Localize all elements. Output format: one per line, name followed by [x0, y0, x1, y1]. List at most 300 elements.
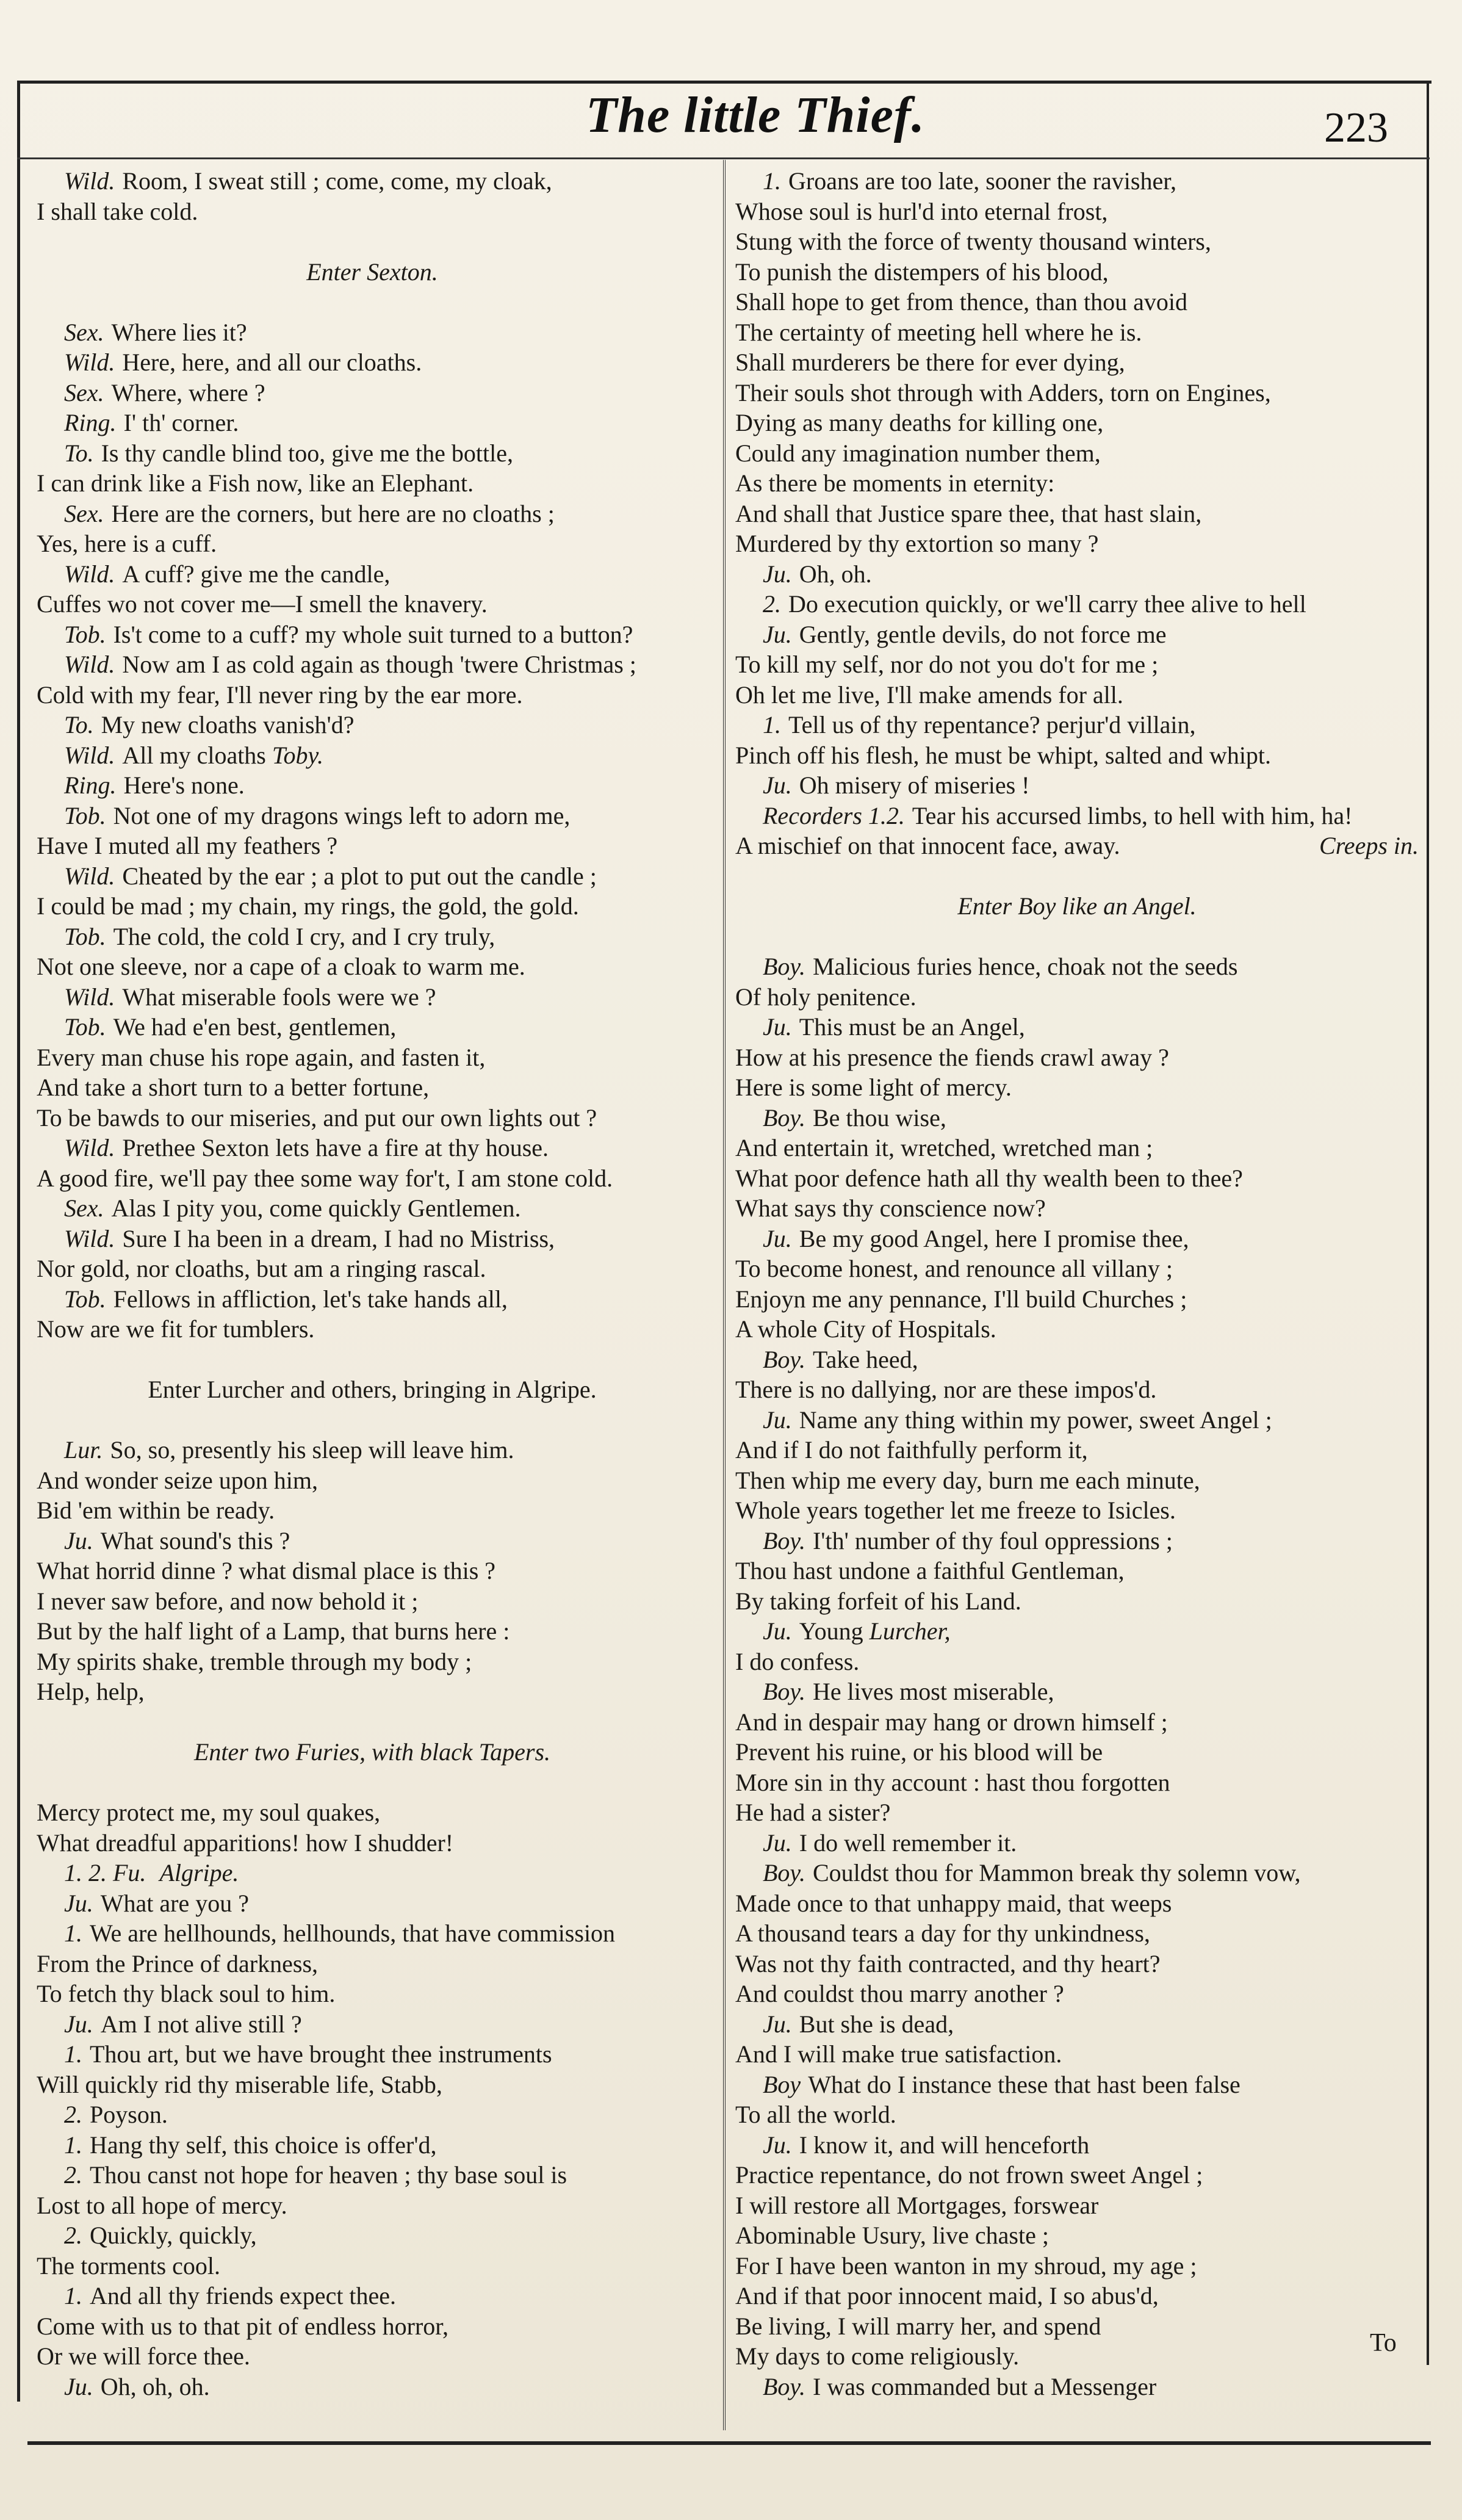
line-text: Mercy protect me, my soul quakes, — [37, 1799, 381, 1826]
line-text: Here are the corners, but here are no cloaths ; — [111, 499, 555, 527]
verse-line — [735, 257, 1419, 287]
line-text: Couldst thou for Mammon break thy solemn vow, — [812, 1859, 1301, 1886]
verse-line — [37, 1254, 708, 1284]
stage-direction-right: Creeps in. — [1319, 832, 1419, 859]
verse-line — [37, 2009, 708, 2040]
verse-line — [37, 2341, 708, 2372]
verse-line — [37, 922, 708, 952]
speaker-prefix: Ju. — [763, 771, 792, 799]
verse-line — [37, 1888, 708, 1919]
verse-line — [37, 1858, 708, 1888]
line-text: Dying as many deaths for killing one, — [735, 409, 1104, 436]
line-text: The torments cool. — [37, 2251, 221, 2280]
verse-line — [735, 438, 1419, 469]
verse-line — [37, 1072, 708, 1103]
verse-line — [735, 1345, 1419, 1375]
speaker-prefix: Boy. — [763, 1103, 805, 1132]
line-text: What dreadful apparitions! how I shudder! — [37, 1829, 454, 1857]
line-text: Thou art, but we have brought thee instruments — [90, 2040, 552, 2068]
speaker-prefix: Ju. — [763, 1013, 792, 1041]
line-text: This must be an Angel, — [799, 1013, 1025, 1041]
speaker-prefix: Ju. — [64, 2010, 93, 2038]
line-text: Be thou wise, — [812, 1103, 946, 1132]
verse-line — [37, 1284, 708, 1315]
verse-line — [37, 1556, 708, 1586]
verse-line — [735, 1737, 1419, 1767]
speaker-prefix: 1. — [64, 2040, 82, 2068]
line-text: Was not thy faith contracted, and thy heart? — [735, 1949, 1161, 1977]
verse-line — [735, 1949, 1419, 1979]
verse-line — [735, 1526, 1419, 1556]
line-text: How at his presence the fiends crawl away ? — [735, 1043, 1169, 1071]
line-text: Thou hast undone a faithful Gentleman, — [735, 1557, 1125, 1584]
verse-line — [37, 2251, 708, 2281]
speaker-prefix: To. — [64, 711, 94, 738]
line-text: I' th' corner. — [123, 409, 239, 436]
line-text: Every man chuse his rope again, and fasten it, — [37, 1043, 486, 1071]
verse-line — [735, 1254, 1419, 1284]
verse-line — [37, 2070, 708, 2100]
verse-line — [37, 770, 708, 801]
line-text: From the Prince of darkness, — [37, 1949, 319, 1977]
verse-line — [37, 1193, 708, 1224]
line-text: My days to come religiously. — [735, 2342, 1020, 2370]
line-text: The certainty of meeting hell where he is. — [735, 318, 1142, 346]
line-text: What are you ? — [100, 1889, 249, 1917]
line-text: Quickly, quickly, — [90, 2222, 257, 2249]
verse-line — [37, 710, 708, 740]
verse-line — [37, 559, 708, 590]
verse-line — [735, 619, 1419, 650]
verse-line — [735, 408, 1419, 438]
speaker-prefix: Lur. — [64, 1436, 103, 1464]
speaker-prefix: 2. — [64, 2161, 82, 2189]
line-text: I do confess. — [735, 1647, 860, 1675]
verse-line — [735, 2372, 1419, 2402]
line-text: Help, help, — [37, 1678, 145, 1705]
speaker-prefix: To. — [64, 439, 94, 467]
line-text: And in despair may hang or drown himself ; — [735, 1708, 1168, 1736]
line-text: What poor defence hath all thy wealth been to thee? — [735, 1164, 1243, 1192]
speaker-prefix: Sex. — [64, 1194, 104, 1222]
verse-line — [735, 589, 1419, 619]
verse-line — [735, 1677, 1419, 1707]
line-text: Where, where ? — [111, 378, 265, 406]
verse-line — [37, 951, 708, 982]
blank-line — [37, 1405, 708, 1435]
line-text: Sure I ha been in a dream, I had no Mistriss, — [122, 1224, 555, 1252]
verse-line — [37, 619, 708, 650]
verse-line — [37, 1949, 708, 1979]
catchword: To — [1370, 2329, 1397, 2357]
line-text: Made once to that unhappy maid, that weeps — [735, 1889, 1172, 1917]
speaker-prefix: Wild. — [64, 1134, 115, 1161]
line-text: Here's none. — [123, 771, 245, 799]
line-text: Shall murderers be there for ever dying, — [735, 348, 1125, 376]
line-text: I never saw before, and now behold it ; — [37, 1587, 419, 1615]
speaker-prefix: Ju. — [763, 2010, 792, 2038]
speaker-prefix: Ju. — [763, 1224, 792, 1252]
line-text: I know it, and will henceforth — [799, 2131, 1090, 2159]
verse-line — [735, 1374, 1419, 1405]
verse-line — [37, 1495, 708, 1526]
verse-line — [735, 2251, 1419, 2281]
line-text: Will quickly rid thy miserable life, Stabb, — [37, 2070, 442, 2098]
verse-line — [735, 2160, 1419, 2190]
line-text: Now are we fit for tumblers. — [37, 1315, 315, 1343]
verse-line — [735, 1072, 1419, 1103]
verse-line — [37, 1314, 708, 1345]
verse-line — [37, 831, 708, 861]
speaker-prefix: Wild. — [64, 862, 115, 890]
line-text: Could any imagination number them, — [735, 439, 1101, 467]
line-text: Thou canst not hope for heaven ; thy base soul is — [90, 2161, 567, 2189]
line-text: And all thy friends expect thee. — [90, 2282, 397, 2309]
blank-line — [37, 1707, 708, 1738]
speaker-prefix: Boy. — [763, 1526, 805, 1554]
verse-line — [37, 197, 708, 227]
stage-direction-text: Enter two Furies, with black Tapers. — [193, 1738, 551, 1766]
speaker-prefix: 2. — [763, 590, 781, 618]
speaker-prefix: Wild. — [64, 651, 115, 678]
line-text: Of holy penitence. — [735, 983, 916, 1011]
verse-line — [735, 801, 1419, 831]
line-text: And couldst thou marry another ? — [735, 1980, 1064, 2007]
verse-line — [37, 801, 708, 831]
line-text: Oh, oh. — [799, 560, 872, 588]
line-text: All my cloaths — [122, 741, 266, 769]
right-rule — [1427, 82, 1429, 2365]
blank-line — [735, 922, 1419, 952]
verse-line — [37, 740, 708, 771]
verse-line — [735, 1224, 1419, 1254]
line-text: For I have been wanton in my shroud, my age ; — [735, 2251, 1197, 2280]
speaker-prefix: Ju. — [763, 1406, 792, 1434]
column-divider — [723, 160, 726, 2430]
verse-line — [37, 1224, 708, 1254]
line-text: Fellows in affliction, let's take hands all, — [113, 1285, 508, 1313]
speaker-prefix: Boy. — [763, 1678, 805, 1705]
verse-line — [37, 1465, 708, 1496]
line-text: To all the world. — [735, 2101, 896, 2128]
verse-line — [37, 499, 708, 529]
speaker-prefix: Tob. — [64, 1013, 106, 1041]
stage-direction-text: Enter Sexton. — [306, 258, 438, 286]
verse-line — [37, 1828, 708, 1858]
verse-line — [735, 1103, 1419, 1133]
italic-name: Lurcher, — [869, 1617, 951, 1645]
verse-line — [735, 1163, 1419, 1194]
line-text: My spirits shake, tremble through my body ; — [37, 1647, 472, 1675]
speaker-prefix: Ju. — [64, 2372, 93, 2400]
verse-line — [37, 2281, 708, 2311]
verse-line — [37, 2311, 708, 2342]
verse-line — [735, 2311, 1419, 2342]
speaker-prefix: 1. — [64, 2282, 82, 2309]
verse-line — [735, 468, 1419, 499]
verse-line — [735, 1465, 1419, 1496]
verse-line — [37, 680, 708, 710]
verse-line — [37, 166, 708, 197]
speaker-prefix: Wild. — [64, 983, 115, 1011]
line-text: And shall that Justice spare thee, that hast slain, — [735, 499, 1202, 527]
verse-line — [735, 226, 1419, 257]
bottom-rule — [27, 2441, 1431, 2445]
verse-line — [735, 2130, 1419, 2161]
speaker-prefix: Ju. — [763, 560, 792, 588]
verse-line — [37, 589, 708, 619]
verse-line — [37, 378, 708, 408]
line-text: Cheated by the ear ; a plot to put out the candle ; — [122, 862, 597, 890]
blank-line — [37, 287, 708, 317]
line-text: I will restore all Mortgages, forswear — [735, 2191, 1099, 2219]
verse-line — [735, 831, 1419, 861]
speaker-prefix: Ju. — [763, 2131, 792, 2159]
line-text: Am I not alive still ? — [100, 2010, 302, 2038]
verse-line — [735, 1133, 1419, 1163]
line-text: Here, here, and all our cloaths. — [122, 348, 422, 376]
line-text: My new cloaths vanish'd? — [101, 711, 355, 738]
line-text: I could be mad ; my chain, my rings, the gold, the gold. — [37, 892, 579, 920]
line-text: But she is dead, — [799, 2010, 954, 2038]
verse-line — [735, 1435, 1419, 1465]
line-text: Is thy candle blind too, give me the bottle, — [101, 439, 513, 467]
verse-line — [735, 2099, 1419, 2130]
verse-line — [37, 891, 708, 922]
verse-line — [37, 861, 708, 892]
line-text: Pinch off his flesh, he must be whipt, salted and whipt. — [735, 741, 1272, 769]
verse-line — [735, 710, 1419, 740]
line-text: Abominable Usury, live chaste ; — [735, 2222, 1049, 2249]
verse-line — [735, 680, 1419, 710]
verse-line — [735, 1647, 1419, 1677]
speaker-prefix: Sex. — [64, 318, 104, 346]
line-text: I shall take cold. — [37, 197, 198, 225]
verse-line — [735, 1979, 1419, 2009]
verse-line — [735, 1314, 1419, 1345]
verse-line — [37, 1979, 708, 2009]
speaker-prefix: 1. — [763, 711, 781, 738]
line-text: Hang thy self, this choice is offer'd, — [90, 2131, 437, 2159]
verse-line — [37, 468, 708, 499]
speaker-prefix: Tob. — [64, 620, 106, 648]
speaker-prefix: Recorders 1.2. — [763, 801, 905, 829]
verse-line — [735, 1828, 1419, 1858]
line-text: Murdered by thy extortion so many ? — [735, 530, 1099, 557]
verse-line — [735, 378, 1419, 408]
line-text: More sin in thy account : hast thou forgotten — [735, 1768, 1170, 1796]
speaker-prefix: Wild. — [64, 167, 115, 195]
line-text: Young — [799, 1617, 863, 1645]
verse-line — [37, 1163, 708, 1194]
speaker-prefix: Ju. — [763, 1829, 792, 1857]
line-text: Malicious furies hence, choak not the seeds — [812, 953, 1238, 980]
line-text: Shall hope to get from thence, than thou avoid — [735, 288, 1187, 316]
verse-line — [37, 408, 708, 438]
line-text: Be living, I will marry her, and spend — [735, 2312, 1101, 2340]
speaker-prefix: 1. — [64, 1919, 82, 1947]
line-text: To become honest, and renounce all villany ; — [735, 1255, 1173, 1282]
verse-line — [735, 1042, 1419, 1073]
verse-line — [735, 1797, 1419, 1828]
line-text: Do execution quickly, or we'll carry thee alive to hell — [788, 590, 1306, 618]
line-text: Where lies it? — [111, 318, 247, 346]
speaker-prefix: Tob. — [64, 1285, 106, 1313]
speaker-prefix: Tob. — [64, 922, 106, 950]
line-text: What horrid dinne ? what dismal place is this ? — [37, 1557, 496, 1584]
line-text: To punish the distempers of his blood, — [735, 258, 1109, 286]
line-text: I do well remember it. — [799, 1829, 1017, 1857]
right-column — [735, 166, 1419, 2402]
verse-line — [735, 347, 1419, 378]
line-text: Come with us to that pit of endless horror, — [37, 2312, 448, 2340]
line-text: Or we will force thee. — [37, 2342, 250, 2370]
line-text: Name any thing within my power, sweet Angel ; — [799, 1406, 1272, 1434]
verse-line — [37, 1012, 708, 1042]
speaker-prefix: Ju. — [763, 620, 792, 648]
line-text: And wonder seize upon him, — [37, 1466, 319, 1494]
verse-line — [735, 1858, 1419, 1888]
verse-line — [37, 2220, 708, 2251]
verse-line — [735, 1586, 1419, 1617]
speaker-prefix: Boy. — [763, 1859, 805, 1886]
line-text: A good fire, we'll pay thee some way for't, I am stone cold. — [37, 1164, 613, 1192]
line-text: As there be moments in eternity: — [735, 469, 1055, 497]
line-text: Then whip me every day, burn me each minute, — [735, 1466, 1200, 1494]
line-text: What miserable fools were we ? — [122, 983, 436, 1011]
page-number: 223 — [1324, 104, 1388, 151]
header-rule — [17, 157, 1430, 159]
line-text: Alas I pity you, come quickly Gentlemen. — [111, 1194, 521, 1222]
verse-line — [37, 1586, 708, 1617]
blank-line — [37, 1767, 708, 1798]
verse-line — [735, 1918, 1419, 1949]
line-text: We had e'en best, gentlemen, — [113, 1013, 397, 1041]
verse-line — [37, 2130, 708, 2161]
line-text: Tear his accursed limbs, to hell with him, ha! — [912, 801, 1353, 829]
speaker-prefix: Wild. — [64, 560, 115, 588]
line-text: A whole City of Hospitals. — [735, 1315, 996, 1343]
line-text: To be bawds to our miseries, and put our own lights out ? — [37, 1103, 597, 1132]
verse-line — [735, 1193, 1419, 1224]
line-text: Groans are too late, sooner the ravisher, — [788, 167, 1176, 195]
line-text: Nor gold, nor cloaths, but am a ringing rascal. — [37, 1255, 486, 1282]
stage-direction — [735, 891, 1419, 922]
line-text: Bid 'em within be ready. — [37, 1496, 275, 1524]
line-text: And I will make true satisfaction. — [735, 2040, 1062, 2068]
verse-line — [735, 287, 1419, 317]
verse-line — [735, 2281, 1419, 2311]
running-title: The little Thief. — [586, 87, 925, 143]
blank-line — [37, 1345, 708, 1375]
verse-line — [735, 740, 1419, 771]
verse-line — [37, 2160, 708, 2190]
verse-line — [37, 1677, 708, 1707]
line-text: By taking forfeit of his Land. — [735, 1587, 1021, 1615]
verse-line — [735, 951, 1419, 982]
line-text: He had a sister? — [735, 1799, 891, 1826]
speaker-prefix: Tob. — [64, 801, 106, 829]
line-text: And if I do not faithfully perform it, — [735, 1436, 1088, 1464]
line-text: Room, I sweat still ; come, come, my cloak, — [122, 167, 552, 195]
line-text: The cold, the cold I cry, and I cry truly, — [113, 922, 495, 950]
line-text: Here is some light of mercy. — [735, 1074, 1012, 1101]
blank-line — [37, 226, 708, 257]
line-text: To kill my self, nor do not you do't for me ; — [735, 651, 1159, 678]
verse-line — [37, 1616, 708, 1647]
speaker-prefix: Ring. — [64, 409, 117, 436]
verse-line — [735, 1284, 1419, 1315]
line-text: We are hellhounds, hellhounds, that have commission — [90, 1919, 616, 1947]
line-text: Stung with the force of twenty thousand winters, — [735, 228, 1211, 255]
verse-line — [735, 982, 1419, 1013]
verse-line — [37, 649, 708, 680]
line-text: Not one sleeve, nor a cape of a cloak to warm me. — [37, 953, 525, 980]
speaker-prefix: Wild. — [64, 741, 115, 769]
line-text: A mischief on that innocent face, away. — [735, 832, 1120, 859]
blank-line — [735, 861, 1419, 892]
verse-line — [735, 1495, 1419, 1526]
verse-line — [735, 2009, 1419, 2040]
line-text: Whole years together let me freeze to Isicles. — [735, 1496, 1176, 1524]
line-text: And if that poor innocent maid, I so abus'd, — [735, 2282, 1159, 2309]
speaker-prefix: Boy. — [763, 2372, 805, 2400]
verse-line — [37, 2372, 708, 2402]
verse-line — [735, 2220, 1419, 2251]
line-text: And take a short turn to a better fortune, — [37, 1074, 430, 1101]
speaker-prefix: Ring. — [64, 771, 117, 799]
verse-line — [37, 1042, 708, 1073]
verse-line — [735, 770, 1419, 801]
verse-line — [37, 438, 708, 469]
verse-line — [735, 1707, 1419, 1738]
verse-line — [735, 1616, 1419, 1647]
line-text: Now am I as cold again as though 'twere Christmas ; — [122, 651, 636, 678]
stage-direction-text: Enter Boy like an Angel. — [957, 892, 1197, 920]
top-rule — [17, 81, 1431, 84]
verse-line — [735, 197, 1419, 227]
line-text: Be my good Angel, here I promise thee, — [799, 1224, 1189, 1252]
line-text: What says thy conscience now? — [735, 1194, 1046, 1222]
line-text: Not one of my dragons wings left to adorn me, — [113, 801, 571, 829]
line-text: Tell us of thy repentance? perjur'd villain, — [788, 711, 1196, 738]
line-text: But by the half light of a Lamp, that burns here : — [37, 1617, 510, 1645]
verse-line — [37, 2190, 708, 2221]
verse-line — [37, 1103, 708, 1133]
verse-line — [735, 1767, 1419, 1798]
verse-line — [37, 982, 708, 1013]
verse-line — [735, 529, 1419, 559]
verse-line — [37, 2099, 708, 2130]
verse-line — [735, 2070, 1419, 2100]
line-text: Whose soul is hurl'd into eternal frost, — [735, 197, 1108, 225]
line-text: So, so, presently his sleep will leave him. — [110, 1436, 514, 1464]
stage-direction — [37, 1737, 708, 1767]
line-text: Cold with my fear, I'll never ring by the ear more. — [37, 681, 523, 709]
line-text: He lives most miserable, — [812, 1678, 1054, 1705]
left-column — [37, 166, 708, 2402]
verse-line — [37, 1435, 708, 1465]
italic-name: Toby. — [272, 741, 323, 769]
line-text: Poyson. — [90, 2101, 168, 2128]
line-text: Prethee Sexton lets have a fire at thy house. — [122, 1134, 549, 1161]
line-text: Oh let me live, I'll make amends for all. — [735, 681, 1123, 709]
verse-line — [735, 2190, 1419, 2221]
verse-line — [37, 2039, 708, 2070]
verse-line — [735, 2039, 1419, 2070]
speaker-prefix: 1. 2. Fu. — [64, 1859, 146, 1886]
verse-line — [735, 317, 1419, 348]
